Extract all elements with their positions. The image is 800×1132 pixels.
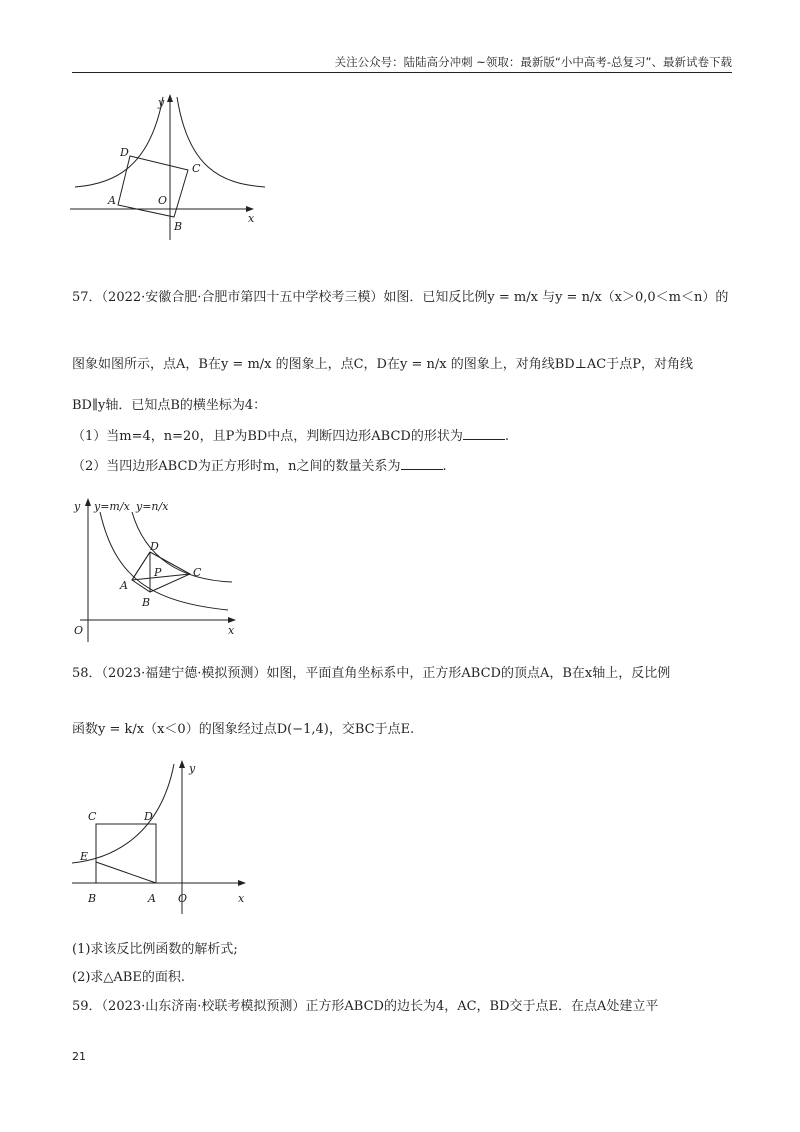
answer-blank-1: [463, 427, 505, 440]
q57-line-3: BD∥y轴．已知点B的横坐标为4：: [72, 398, 267, 413]
figure-1: [70, 92, 270, 242]
header-rule: [72, 72, 732, 73]
fig2-label-O: O: [74, 624, 84, 637]
fig3-label-x: x: [238, 892, 245, 905]
q57-sub-1: [72, 427, 732, 447]
q59-line-1: 59．（2023·山东济南·校联考模拟预测）正方形ABCD的边长为4，AC，BD交于点E．在点A处建立平: [72, 999, 659, 1014]
page-number: 21: [72, 1050, 86, 1063]
q58-line-1: 58．（2023·福建宁德·模拟预测）如图，平面直角坐标系中，正方形ABCD的顶点A，B在x轴上，反比例: [72, 666, 671, 681]
fig3-label-C: C: [88, 810, 97, 823]
q58-part-2: (2)求△ABE的面积.: [72, 970, 185, 985]
fig2-label-B: B: [142, 596, 151, 609]
fig3-label-E: E: [80, 850, 89, 863]
fig2-label-D: D: [150, 540, 159, 553]
figure-2: [70, 492, 250, 642]
fig2-label-eq2: y=n/x: [136, 500, 169, 513]
q58-line-2: 函数y = k/x（x＜0）的图象经过点D(−1,4)，交BC于点E.: [72, 722, 415, 737]
q57-sub-2-text: （2）当四边形ABCD为正方形时m，n之间的数量关系为: [72, 459, 401, 474]
fig2-label-C: C: [193, 566, 202, 579]
fig3-label-D: D: [144, 810, 153, 823]
figure-3: [72, 756, 262, 916]
q57-sub-1-end: .: [504, 429, 509, 444]
fig1-label-O: O: [158, 194, 168, 207]
fig2-label-P: P: [154, 566, 162, 579]
page-header: 关注公众号：陆陆高分冲刺 ~领取：最新版“小中高考-总复习”、最新试卷下载: [334, 55, 732, 69]
fig1-label-C: C: [192, 162, 201, 175]
fig2-label-x: x: [228, 624, 235, 637]
fig3-label-O: O: [178, 892, 188, 905]
fig1-label-B: B: [174, 220, 183, 233]
fig3-label-B: B: [88, 892, 97, 905]
fig1-label-y: y: [158, 96, 165, 109]
answer-blank-2: [401, 457, 443, 470]
q57-line-2: 图象如图所示，点A，B在y = m/x 的图象上，点C，D在y = n/x 的图象上，对角线BD⊥AC于点P，对角线: [72, 357, 693, 372]
fig2-label-y: y: [74, 500, 81, 513]
fig3-label-A: A: [148, 892, 156, 905]
fig3-label-y: y: [189, 762, 196, 775]
q58-part-1: (1)求该反比例函数的解析式;: [72, 942, 238, 957]
fig1-label-D: D: [120, 146, 129, 159]
q57-sub-2-end: .: [442, 459, 447, 474]
fig2-label-eq1: y=m/x: [94, 500, 130, 513]
q57-sub-1-text: （1）当m=4，n=20，且P为BD中点，判断四边形ABCD的形状为: [72, 429, 463, 444]
fig1-label-x: x: [248, 212, 255, 225]
fig2-label-A: A: [120, 579, 128, 592]
q57-line-1: 57．（2022·安徽合肥·合肥市第四十五中学校考三模）如图．已知反比例y = m/x 与y = n/x（x＞0,0＜m＜n）的: [72, 290, 729, 305]
q57-sub-2: [72, 457, 732, 477]
fig1-label-A: A: [108, 194, 116, 207]
